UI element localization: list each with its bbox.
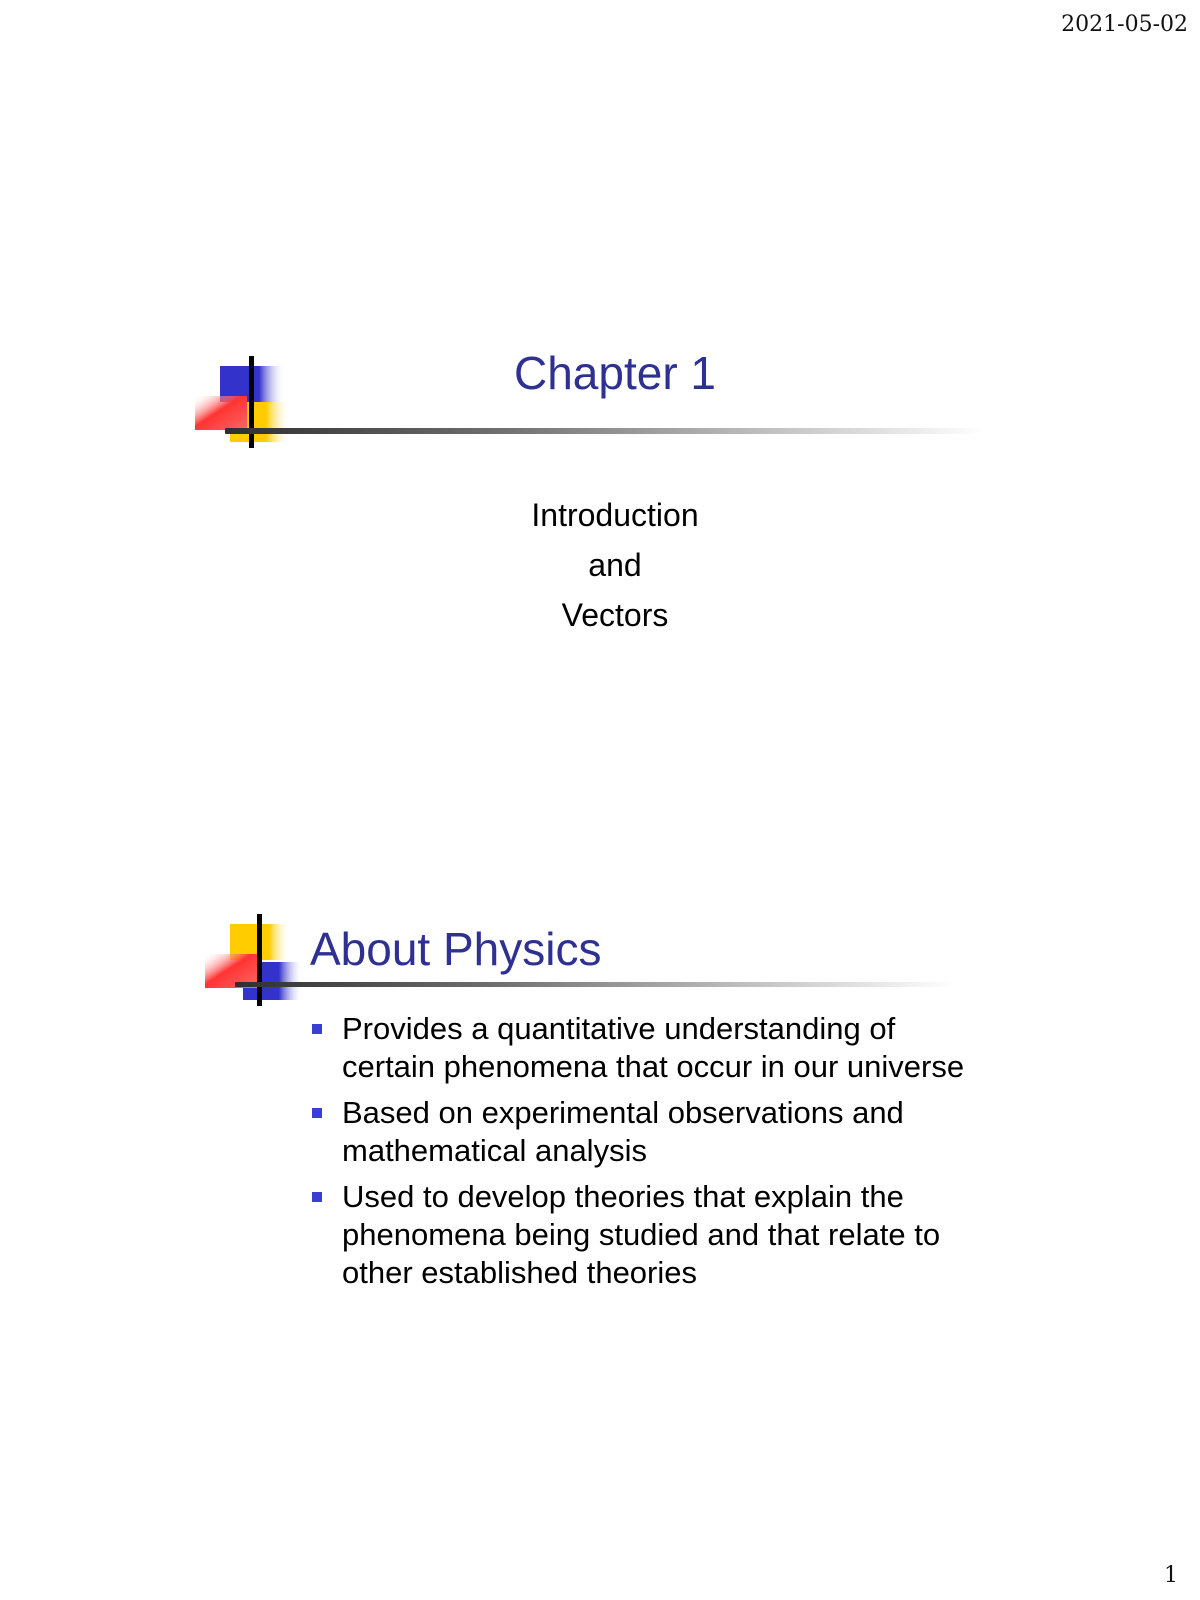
- bullet-item: [310, 1010, 970, 1086]
- bullet-list: [310, 1010, 970, 1300]
- bullet-text: Used to develop theories that explain the phenomena being studied and that relate to other established theories: [342, 1179, 941, 1290]
- slide-logo-icon: [205, 914, 305, 1009]
- bullet-text: Provides a quantitative understanding of certain phenomena that occur in our universe: [342, 1011, 965, 1084]
- slide-logo-icon: [195, 356, 290, 451]
- slide-about-physics: [195, 923, 985, 1350]
- slide-chapter-title: [195, 347, 985, 670]
- subtitle-line: Vectors: [561, 597, 669, 633]
- page-number: 1: [1164, 1563, 1178, 1588]
- slide-title: About Physics: [310, 923, 602, 975]
- slide-title: Chapter 1: [513, 347, 716, 399]
- bullet-item: [310, 1094, 970, 1170]
- bullet-text: Based on experimental observations and mathematical analysis: [342, 1095, 904, 1168]
- subtitle-line: Introduction: [531, 497, 699, 533]
- square-bullet-icon: [312, 1024, 322, 1034]
- title-divider: [225, 428, 985, 434]
- page-date: 2021-05-02: [1061, 12, 1188, 37]
- subtitle-line: and: [588, 547, 642, 583]
- title-divider: [235, 982, 955, 987]
- slide-subtitle: [345, 490, 885, 640]
- square-bullet-icon: [312, 1108, 322, 1118]
- bullet-item: [310, 1178, 970, 1292]
- square-bullet-icon: [312, 1192, 322, 1202]
